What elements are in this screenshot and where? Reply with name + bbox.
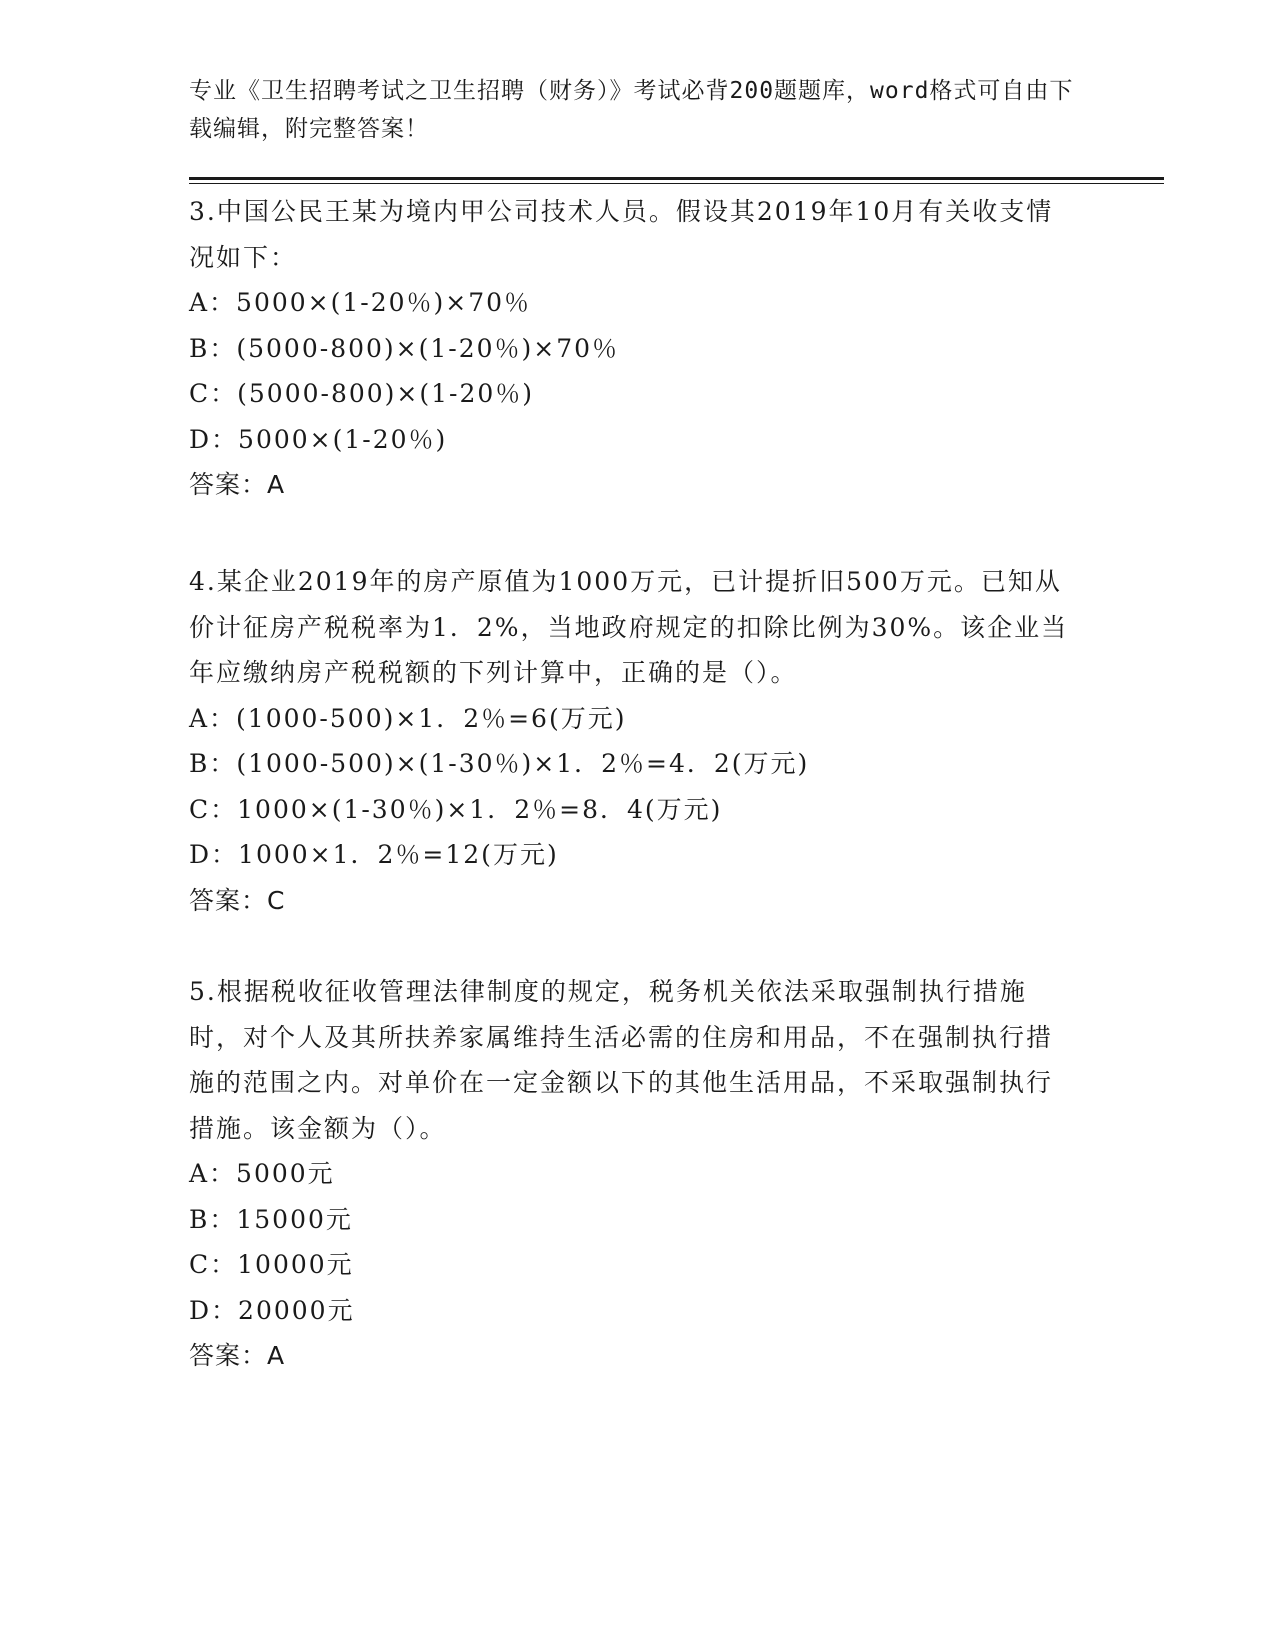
option-d: D：20000元 xyxy=(189,1295,355,1325)
question-4 xyxy=(189,559,1069,923)
option-c: C：10000元 xyxy=(189,1250,354,1279)
question-stem: 3.中国公民王某为境内甲公司技术人员。假设其2019年10月有关收支情况如下： xyxy=(189,197,1054,272)
option-a: A：5000元 xyxy=(189,1159,335,1188)
header-divider-thin xyxy=(189,183,1164,184)
document-header xyxy=(189,72,1089,148)
header-text: 专业《卫生招聘考试之卫生招聘（财务）》考试必背200题题库，word格式可自由下载编辑，附完整答案！ xyxy=(189,78,1074,142)
option-a: A：(1000-500)×1．2％=6(万元) xyxy=(189,703,627,733)
question-5 xyxy=(189,969,1069,1379)
option-b: B：15000元 xyxy=(189,1204,353,1234)
answer: 答案：A xyxy=(189,1341,286,1370)
option-b: B：(5000-800)×(1-20％)×70％ xyxy=(189,333,620,363)
option-a: A：5000×(1-20％)×70％ xyxy=(189,288,532,317)
answer: 答案：A xyxy=(189,470,286,499)
question-3 xyxy=(189,189,1069,508)
header-divider-thick xyxy=(189,177,1164,180)
option-c: C：1000×(1-30％)×1．2％=8．4(万元) xyxy=(189,794,723,824)
option-d: D：1000×1．2％=12(万元) xyxy=(189,840,559,869)
answer: 答案：C xyxy=(189,885,286,915)
option-d: D：5000×(1-20％) xyxy=(189,424,448,454)
question-stem: 4.某企业2019年的房产原值为1000万元，已计提折旧500万元。已知从价计征房产税税率为1．2%，当地政府规定的扣除比例为30%。该企业当年应缴纳房产税税额的下列计算中，正确的是（）。 xyxy=(189,567,1069,687)
option-b: B：(1000-500)×(1-30％)×1．2％=4．2(万元) xyxy=(189,749,810,778)
option-c: C：(5000-800)×(1-20％) xyxy=(189,379,535,408)
question-stem: 5.根据税收征收管理法律制度的规定，税务机关依法采取强制执行措施时，对个人及其所扶养家属维持生活必需的住房和用品，不在强制执行措施的范围之内。对单价在一定金额以下的其他生活用品，不采取强制执行措施。该金额为（）。 xyxy=(189,977,1054,1143)
